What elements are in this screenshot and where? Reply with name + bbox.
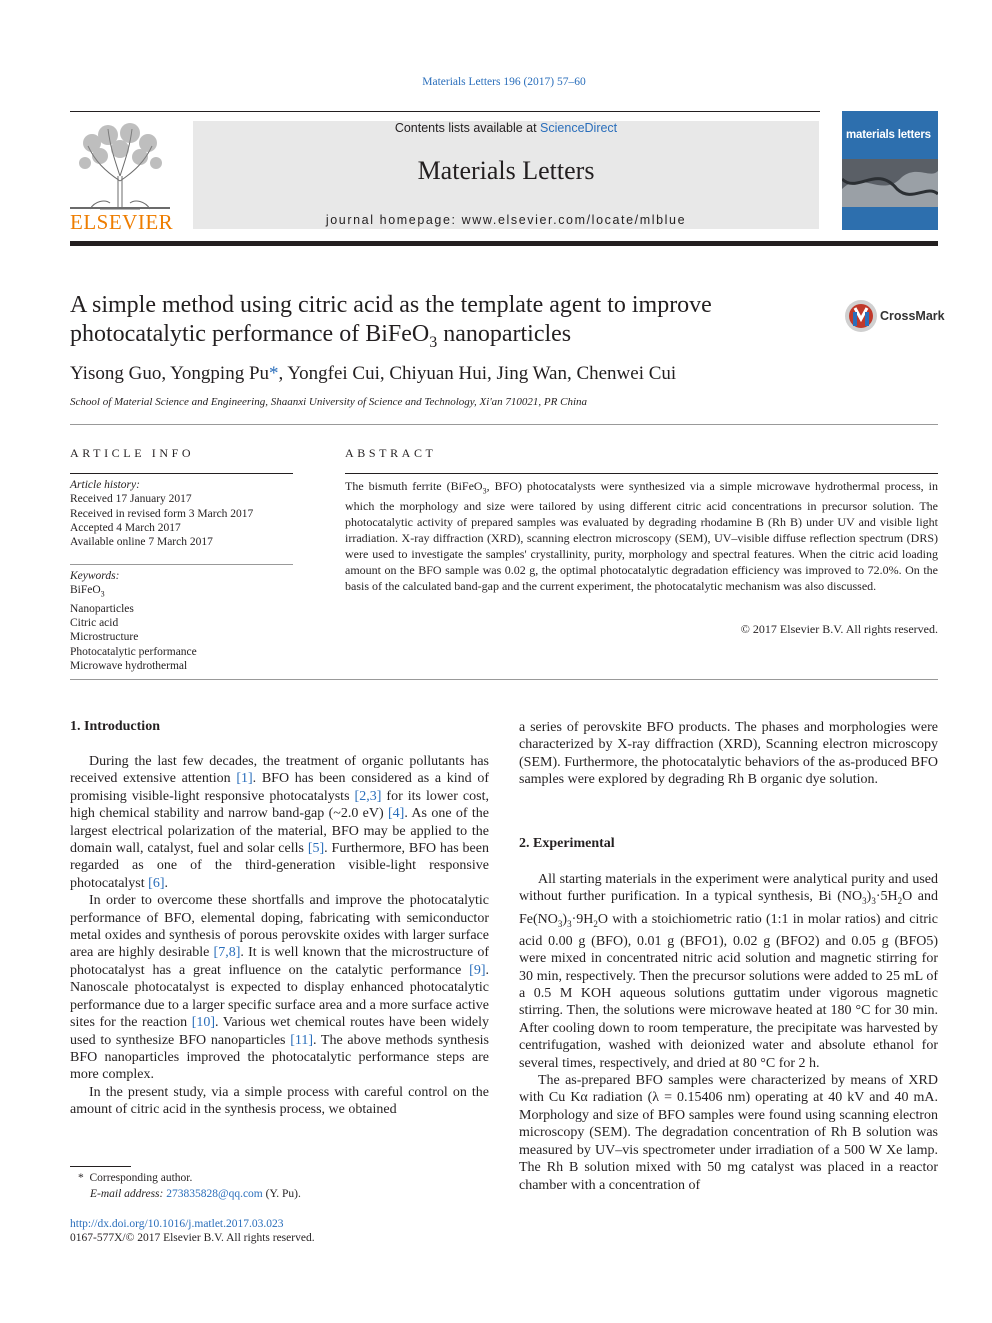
doi-link[interactable]: http://dx.doi.org/10.1016/j.matlet.2017.03.023 [70,1218,284,1230]
abstract-text [345,479,938,595]
ref-link-4[interactable]: [4] [388,806,405,822]
title-line-2: photocatalytic performance of BiFeO [70,321,430,347]
crossmark-icon[interactable] [844,299,878,333]
ref-link-10[interactable]: [10] [191,1015,216,1031]
affiliation: School of Material Science and Engineering, Shaanxi University of Science and Technology, Xi'an 710021, PR China [70,396,588,408]
header-rule [70,111,820,112]
article-info-heading: ARTICLE INFO [70,446,195,460]
abstract-rule [345,473,938,474]
keyword-item: Photocatalytic performance [70,645,197,658]
article-info-rule [70,473,293,474]
keywords-rule [70,564,293,565]
experimental-paragraph-1: All starting materials in the experiment were analytical purity and used without further purification. In a typical synthesis, Bi $(NO_3)_3\cdot 5H_2O$ and $Fe(NO_3)_3\cdot 9H_2O$ with a stoichiometric ratio (1:1 in molar ratios) and citric acid 0.00 g (BFO), 0.01 g (BFO1), 0.02 g (BFO2) and 0.05 g (BFO5) were mixed in concentrated nitric acid solution and magnetic stirring for 30 min, respectively. Then the precursor solutions were added to 25 mL of a 0.5 M KOH aqueous solutions guttatim under vigorous magnetic stirring. Then, the solutions were microwave heated at 180 °C for 30 min. After cooling down to room temperature, the precipitate was harvested by centrifugation, washed with deionized water and absolute ethanol for several times, respectively, and dried at 80 °C for 2 h. [519,872,939,1071]
title-subscript: 3 [429,333,438,351]
abstract-part: The bismuth ferrite (BiFeO [345,479,483,493]
sciencedirect-link[interactable]: ScienceDirect [540,121,618,135]
journal-citation-link[interactable]: Materials Letters 196 (2017) 57–60 [422,76,586,88]
email-link[interactable]: 273835828@qq.com [166,1188,263,1200]
introduction-heading: 1. Introduction [70,719,160,734]
intro-continuation: a series of perovskite BFO products. The phases and morphologies were characterized by X-ray diffraction (XRD), Scanning electron microscopy (SEM). Furthermore, the photocatalytic behaviors of the as-produced BFO samples were explored by degrading Rh B organic dye solution. [519,720,938,788]
history-revised: Received in revised form 3 March 2017 [70,507,254,520]
keyword-item: Citric acid [70,617,119,630]
keyword-subscript: 3 [100,589,105,599]
history-label: Article history: [70,479,140,491]
abstract-heading: ABSTRACT [345,446,437,460]
keyword-item: Nanoparticles [70,602,134,615]
elsevier-wordmark: ELSEVIER [70,210,174,234]
ref-link-11[interactable]: [11] [290,1032,313,1048]
footnote-rule [70,1166,131,1167]
article-history [70,478,300,549]
intro-paragraph-3: In the present study, via a simple process with careful control on the amount of citric acid in the synthesis process, we obtained [70,1084,489,1118]
keywords-list [70,569,300,673]
title-rule [70,424,938,425]
corresponding-author-star-link[interactable]: * [269,363,279,384]
cover-title: materials letters [846,129,931,141]
journal-cover-thumbnail[interactable] [842,111,938,230]
ref-link-7-8[interactable]: [7,8] [213,945,241,961]
abstract-copyright: © 2017 Elsevier B.V. All rights reserved. [740,622,938,636]
intro-paragraph-2: In order to overcome these shortfalls and improve the photocatalytic performance of BFO, elemental doping, fabricating with semiconductor metal oxides and synthesis of porous perovskite oxides with larger surface area are highly desirable [7,8]. It is well known that the microstructure of photocatalyst has a great influence on the catalytic performance [9]. Nanoscale photocatalyst is expected to display enhanced photocatalytic performance due to a larger specific surface area and a more surface active sites for the reaction [10]. Various wet chemical routes have been widely used to synthesize BFO nanoparticles [11]. The above methods synthesis BFO nanoparticles improved the photocatalytic performance steps are more complex. [70,893,489,1083]
experimental-body [519,871,938,1194]
cover-image-icon [842,159,938,207]
footnote-email: E-mail address: 273835828@qq.com (Y. Pu). [90,1188,301,1200]
journal-homepage: journal homepage: www.elsevier.com/locate/mlblue [325,213,687,227]
ref-link-5[interactable]: [5] [307,841,325,857]
journal-name: Materials Letters [417,156,595,185]
authors-first: Yisong Guo, Yongping Pu [70,363,270,384]
authors-rest: , Yongfei Cui, Chiyuan Hui, Jing Wan, Chenwei Cui [278,363,677,384]
keyword-item: Microwave hydrothermal [70,660,188,673]
intro-paragraph-1: During the last few decades, the treatment of organic pollutants has received extensive attention [1]. BFO has been considered as a kind of promising visible-light responsive photocatalysts [2,3] for its lower cost, high chemical stability and narrow band-gap (~2.0 eV) [4]. As one of the largest electrical polarization of the material, BFO may be applied to the domain wall, catalyst, fuel and solar cells [5]. Furthermore, BFO has been regarded as one of the third-generation visible-light responsive photocatalyst [6]. [70,754,490,891]
title-line-2-end: nanoparticles [437,321,572,347]
ref-link-1[interactable]: [1] [236,771,253,787]
keyword-item: Microstructure [70,631,139,644]
history-online: Available online 7 March 2017 [70,536,213,549]
issn-copyright: 0167-577X/© 2017 Elsevier B.V. All rights reserved. [70,1232,315,1244]
keyword-bifeo: BiFeO [70,584,101,597]
ref-link-2-3[interactable]: [2,3] [354,788,382,804]
title-line-1: A simple method using citric acid as the template agent to improve [70,292,712,318]
author-list [70,363,676,385]
history-received: Received 17 January 2017 [70,493,192,506]
article-title [70,291,830,357]
ref-link-6[interactable]: [6] [148,875,165,891]
introduction-body [70,753,489,1119]
contents-prefix: Contents lists available at [394,121,541,135]
keywords-label: Keywords: [70,570,120,582]
experimental-paragraph-2: The as-prepared BFO samples were characterized by means of XRD with Cu Kα radiation (λ = 0.15406 nm) operating at 40 kV and 40 mA. Morphology and size of BFO samples were found using scanning electron microscopy (SEM). The degradation concentration of Rh B solution was measured by UV–vis spectrometer under irradiation of a 500 W Xe lamp. The Rh B solution mixed with 50 mg catalyst was placed in a reactor chamber with a concentration of [519,1073,938,1193]
history-accepted: Accepted 4 March 2017 [70,521,181,534]
footnote-corresponding: * Corresponding author. [78,1172,193,1184]
abstract-part: , BFO) photocatalysts were synthesized via a simple microwave hydrothermal process, in which the morphology and size were tailored by using different citric acid concentrations in precursor solution. The photocatalytic activity of prepared samples was evaluated by degrading rhodamine B (Rh B) under UV and visible light irradiation. X-ray diffraction (XRD), scanning electron microscopy (SEM), UV–visible diffuse reflection spectrum (DRS) were used to investigate the samples' crystallinity, purity, morphology and spectral features. When the citric acid loading amount on the BFO sample was 0.02 g, the optimal photocatalytic degradation efficiency was improved to 72.0%. On the basis of the calculated band-gap and the current experiment, the photocatalytic mechanism was also discussed. [345,479,938,593]
crossmark-label[interactable]: CrossMark [880,309,945,323]
contents-line [193,121,819,135]
header-thick-rule [70,241,938,246]
abstract-bottom-rule [70,679,938,680]
abstract-subscript: 3 [482,486,487,496]
introduction-continued [519,719,938,789]
ref-link-9[interactable]: [9] [469,962,486,978]
experimental-heading: 2. Experimental [519,836,615,851]
